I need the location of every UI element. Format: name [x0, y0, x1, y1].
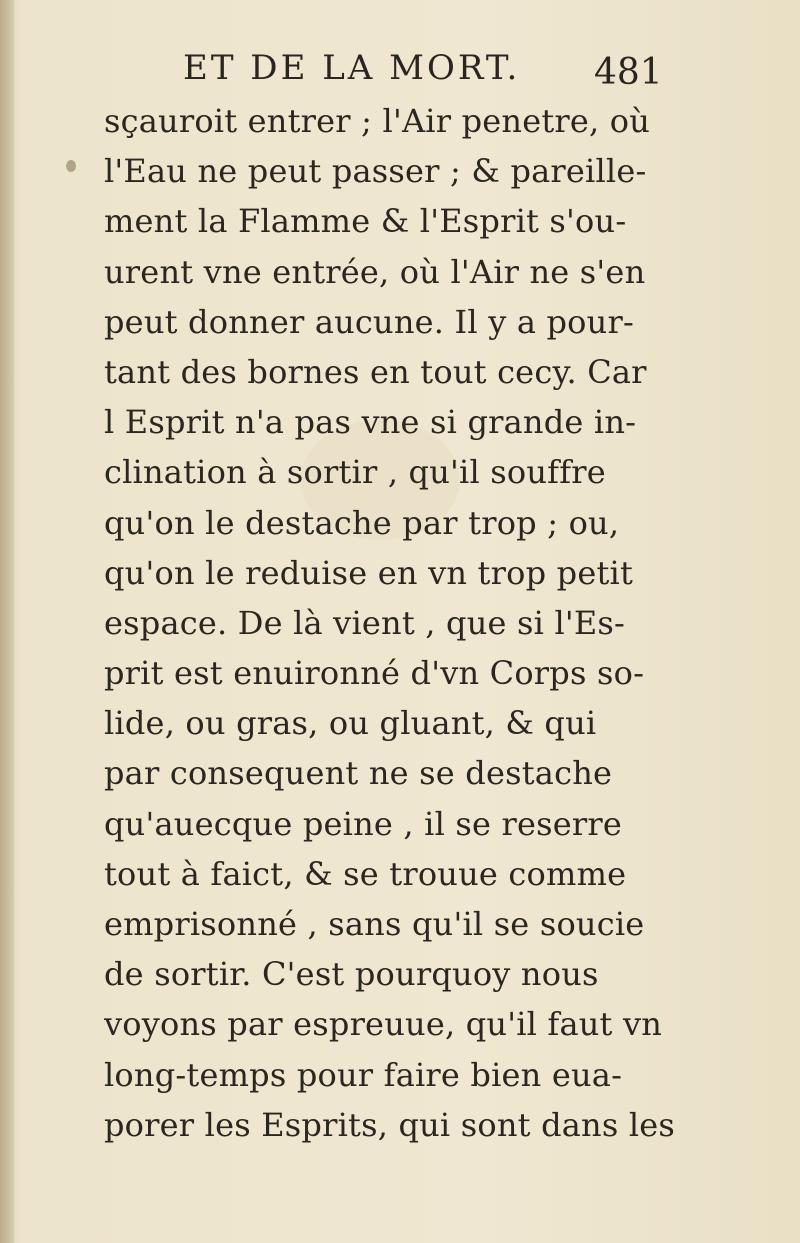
text-line: qu'auecque peine , il se reserre: [104, 804, 623, 843]
page-header: [183, 42, 683, 102]
text-line: urent vne entrée, où l'Air ne s'en: [104, 252, 646, 291]
text-line: peut donner aucune. Il y a pour-: [104, 302, 634, 341]
text-line: prit est enuironné d'vn Corps so-: [104, 654, 645, 693]
text-line: tout à faict, & se trouue comme: [104, 854, 627, 893]
text-line: porer les Esprits, qui sont dans les: [104, 1105, 676, 1144]
text-line: espace. De là vient , que si l'Es-: [104, 603, 626, 642]
text-line: lide, ou gras, ou gluant, & qui: [104, 704, 597, 743]
foxing-spot: [66, 160, 76, 172]
text-line: tant des bornes en tout cecy. Car: [104, 352, 647, 391]
text-line: voyons par espreuue, qu'il faut vn: [104, 1005, 663, 1044]
page-number: 481: [594, 52, 663, 93]
text-line: qu'on le destache par trop ; ou,: [104, 503, 620, 542]
body-text: [104, 96, 680, 1150]
text-line: ment la Flamme & l'Esprit s'ou-: [104, 202, 627, 241]
text-line: qu'on le reduise en vn trop petit: [104, 553, 634, 592]
text-line: long-temps pour faire bien eua-: [104, 1055, 623, 1094]
text-line: par consequent ne se destache: [104, 754, 613, 793]
text-line: l Esprit n'a pas vne si grande in-: [104, 403, 637, 442]
text-line: sçauroit entrer ; l'Air penetre, où: [104, 102, 651, 140]
text-line: de sortir. C'est pourquoy nous: [104, 955, 599, 994]
text-line: clination à sortir , qu'il souffre: [104, 453, 606, 492]
page-gutter: [0, 0, 14, 1243]
text-line: l'Eau ne peut passer ; & pareille-: [104, 152, 647, 191]
text-line: emprisonné , sans qu'il se soucie: [104, 905, 645, 943]
running-head: ET DE LA MORT.: [183, 48, 521, 88]
